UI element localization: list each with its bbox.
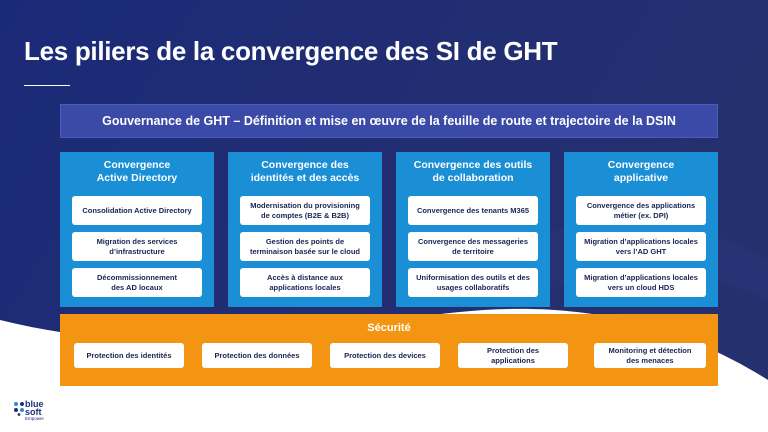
pillar-item: Convergence des applications métier (ex. DPI) [576, 196, 706, 225]
pillar-title: Convergence applicative [607, 159, 675, 184]
security-item: Protection des données [202, 343, 312, 368]
pillar-collaboration-tools [396, 152, 550, 307]
pillar-title: Convergence des outils de collaboration [413, 159, 533, 184]
bluesoft-logo-icon [12, 400, 26, 416]
security-band [60, 314, 718, 386]
pillar-item: Migration des services d’infrastructure [72, 232, 202, 261]
slide-title: Les piliers de la convergence des SI de GHT [24, 36, 558, 66]
pillar-item: Décommissionnement des AD locaux [72, 268, 202, 297]
pillar-applications [564, 152, 718, 307]
logo-wordmark: blue soft [25, 399, 44, 417]
pillar-active-directory [60, 152, 214, 307]
logo-tagline: Empower [25, 416, 45, 421]
pillar-identities-access [228, 152, 382, 307]
pillar-item: Migration d’applications locales vers l’AD GHT [576, 232, 706, 261]
pillar-item: Modernisation du provisioning de comptes (B2E & B2B) [240, 196, 370, 225]
pillar-item: Accès à distance aux applications locales [240, 268, 370, 297]
pillar-title: Convergence des identités et des accès [250, 159, 360, 184]
security-item: Protection des applications [458, 343, 568, 368]
security-title: Sécurité [367, 322, 411, 334]
governance-banner: Gouvernance de GHT – Définition et mise en œuvre de la feuille de route et trajectoire de la DSIN [60, 104, 718, 138]
security-item: Monitoring et détection des menaces [594, 343, 706, 368]
security-item: Protection des devices [330, 343, 440, 368]
pillar-item: Migration d’applications locales vers un cloud HDS [576, 268, 706, 297]
pillar-item: Gestion des points de terminaison basée sur le cloud [240, 232, 370, 261]
pillar-item: Convergence des tenants M365 [408, 196, 538, 225]
pillar-item: Consolidation Active Directory [72, 196, 202, 225]
title-underline [24, 85, 70, 86]
security-item: Protection des identités [74, 343, 184, 368]
pillar-title: Convergence Active Directory [96, 159, 178, 184]
pillar-item: Uniformisation des outils et des usages collaboratifs [408, 268, 538, 297]
pillar-item: Convergence des messageries de territoire [408, 232, 538, 261]
